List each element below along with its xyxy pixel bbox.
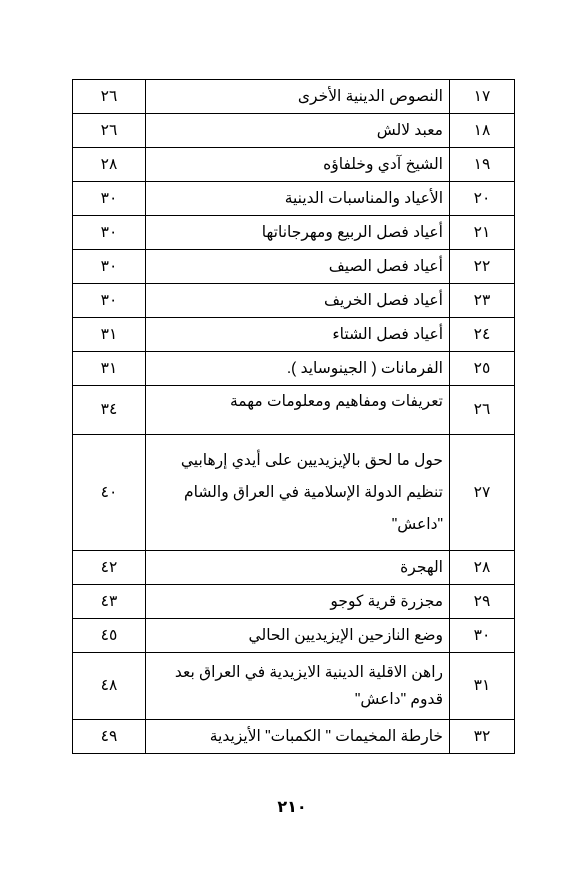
- entry-page: ٤٢: [73, 551, 146, 585]
- entry-page: ٢٦: [73, 114, 146, 148]
- entry-page: ٤٩: [73, 720, 146, 754]
- entry-title: حول ما لحق بالإيزيديين على أيدي إرهابيي تنظيم الدولة الإسلامية في العراق والشام "داعش": [146, 435, 450, 551]
- entry-page: ٣٠: [73, 216, 146, 250]
- table-row: [73, 619, 515, 653]
- table-row: [73, 352, 515, 386]
- entry-page: ٣١: [73, 352, 146, 386]
- entry-number: ٢٥: [450, 352, 515, 386]
- entry-number: ٢٠: [450, 182, 515, 216]
- table-row: [73, 250, 515, 284]
- entry-title: أعياد فصل الربيع ومهرجاناتها: [146, 216, 450, 250]
- entry-title: أعياد فصل الخريف: [146, 284, 450, 318]
- entry-page: ٢٦: [73, 80, 146, 114]
- entry-title: الفرمانات ( الجينوسايد ).: [146, 352, 450, 386]
- entry-page: ٣٤: [73, 386, 146, 435]
- entry-number: ٢٣: [450, 284, 515, 318]
- entry-page: ٤٥: [73, 619, 146, 653]
- entry-number: ٣٠: [450, 619, 515, 653]
- table-row: [73, 148, 515, 182]
- entry-number: ٢٤: [450, 318, 515, 352]
- table-row: [73, 720, 515, 754]
- entry-number: ٣١: [450, 653, 515, 720]
- table-row: [73, 216, 515, 250]
- entry-number: ٢١: [450, 216, 515, 250]
- entry-number: ٢٨: [450, 551, 515, 585]
- entry-title: راهن الاقلية الدينية الايزيدية في العراق بعد قدوم "داعش": [146, 653, 450, 720]
- table-of-contents: [72, 79, 515, 754]
- entry-page: ٤٨: [73, 653, 146, 720]
- table-row: [73, 653, 515, 720]
- entry-number: ١٨: [450, 114, 515, 148]
- page-number: ٢١٠: [277, 799, 307, 816]
- entry-number: ٢٦: [450, 386, 515, 435]
- entry-title: أعياد فصل الصيف: [146, 250, 450, 284]
- entry-title: خارطة المخيمات " الكمبات" الأيزيدية: [146, 720, 450, 754]
- entry-title: وضع النازحين الإيزيديين الحالي: [146, 619, 450, 653]
- entry-title: الهجرة: [146, 551, 450, 585]
- entry-page: ٤٠: [73, 435, 146, 551]
- table-row: [73, 182, 515, 216]
- table-row: [73, 318, 515, 352]
- entry-page: ٣٠: [73, 250, 146, 284]
- table-row: [73, 585, 515, 619]
- entry-number: ٢٢: [450, 250, 515, 284]
- entry-page: ٣٠: [73, 182, 146, 216]
- entry-title: مجزرة قرية كوجو: [146, 585, 450, 619]
- entry-title: معبد لالش: [146, 114, 450, 148]
- entry-page: ٢٨: [73, 148, 146, 182]
- entry-number: ٢٩: [450, 585, 515, 619]
- table-row: [73, 386, 515, 435]
- table-row: [73, 284, 515, 318]
- entry-page: ٤٣: [73, 585, 146, 619]
- table-row: [73, 435, 515, 551]
- entry-title: الشيخ آدي وخلفاؤه: [146, 148, 450, 182]
- entry-title: النصوص الدينية الأخرى: [146, 80, 450, 114]
- entry-number: ١٧: [450, 80, 515, 114]
- entry-number: ٢٧: [450, 435, 515, 551]
- entry-number: ١٩: [450, 148, 515, 182]
- entry-title: تعريفات ومفاهيم ومعلومات مهمة: [146, 386, 450, 435]
- table-row: [73, 80, 515, 114]
- entry-title: أعياد فصل الشتاء: [146, 318, 450, 352]
- entry-number: ٣٢: [450, 720, 515, 754]
- entry-title: الأعياد والمناسبات الدينية: [146, 182, 450, 216]
- table-row: [73, 114, 515, 148]
- table-row: [73, 551, 515, 585]
- entry-page: ٣٠: [73, 284, 146, 318]
- entry-page: ٣١: [73, 318, 146, 352]
